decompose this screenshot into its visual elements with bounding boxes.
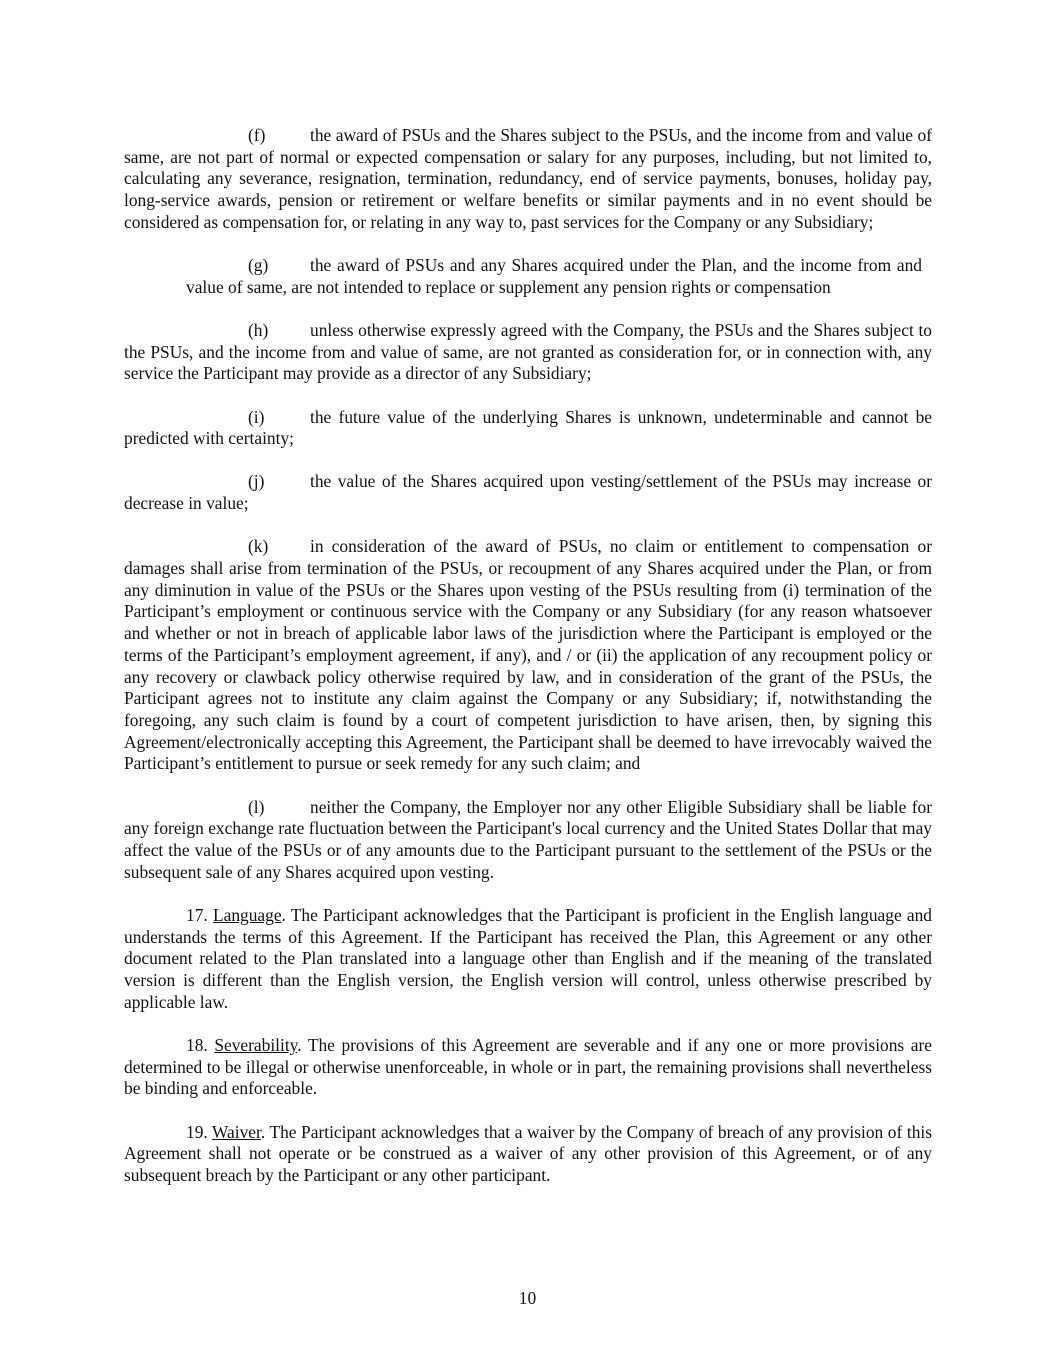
- clause-f: [124, 125, 932, 234]
- clause-i: [124, 407, 932, 450]
- clause-text: the value of the Shares acquired upon vesting/settlement of the PSUs may increase or decrease in value;: [124, 471, 932, 514]
- clause-l: [124, 797, 932, 884]
- clause-text: unless otherwise expressly agreed with the Company, the PSUs and the Shares subject to the PSUs, and the income from and value of same, are not granted as consideration for, or in connection with, any service the Participant may provide as a director of any Subsidiary;: [124, 319, 932, 384]
- clause-label: (f): [248, 125, 266, 145]
- clause-label: (h): [248, 319, 269, 340]
- section-text: . The Participant acknowledges that the Participant is proficient in the English language and understands the terms of this Agreement. If the Participant has received the Plan, this Agreement or any other document related to the Plan translated into a language other than English and if the meaning of the translated version is different than the English version, the English version will control, unless otherwise prescribed by applicable law.: [124, 904, 932, 1012]
- clause-text: the award of PSUs and the Shares subject to the PSUs, and the income from and value of same, are not part of normal or expected compensation or salary for any purposes, including, but not limited to, calculating any severance, resignation, termination, redundancy, end of service payments, bonuses, holiday pay, long-service awards, pension or retirement or welfare benefits or similar payments and in no event should be considered as compensation for, or relating in any way to, past services for the Company or any Subsidiary;: [124, 125, 932, 232]
- section-number: 17.: [186, 904, 208, 925]
- section-heading: Waiver: [212, 1121, 261, 1142]
- clause-h: [124, 320, 932, 385]
- clause-j: [124, 471, 932, 514]
- clause-label: (g): [248, 255, 269, 276]
- section-19-waiver: [124, 1122, 932, 1187]
- section-text: . The provisions of this Agreement are severable and if any one or more provisions are determined to be illegal or otherwise unenforceable, in whole or in part, the remaining provisions shall nevertheless be binding and enforceable.: [124, 1034, 932, 1099]
- clause-text: neither the Company, the Employer nor any other Eligible Subsidiary shall be liable for any foreign exchange rate fluctuation between the Participant's local currency and the United States Dollar that may affect the value of the PSUs or of any amounts due to the Participant pursuant to the settlement of the PSUs or the subsequent sale of any Shares acquired upon vesting.: [124, 796, 932, 882]
- section-number: 19.: [186, 1121, 208, 1142]
- clause-text: in consideration of the award of PSUs, no claim or entitlement to compensation or damages shall arise from termination of the PSUs, or recoupment of any Shares acquired under the Plan, or from any diminution in value of the PSUs or the Shares upon vesting of the PSUs resulting from (i) termination of the Participant’s employment or continuous service with the Company or any Subsidiary (for any reason whatsoever and whether or not in breach of applicable labor laws of the jurisdiction where the Participant is employed or the terms of the Participant’s employment agreement, if any), and / or (ii) the application of any recoupment policy or any recovery or clawback policy otherwise required by law, and in consideration of the grant of the PSUs, the Participant agrees not to institute any claim against the Company or any Subsidiary; if, notwithstanding the foregoing, any such claim is found by a court of competent jurisdiction to have arisen, then, by signing this Agreement/electronically accepting this Agreement, the Participant shall be deemed to have irrevocably waived the Participant’s entitlement to pursue or seek remedy for any such claim; and: [124, 536, 932, 774]
- section-number: 18.: [186, 1034, 208, 1055]
- document-page: [124, 125, 932, 1208]
- clause-label: (l): [248, 796, 265, 817]
- clause-text: the award of PSUs and any Shares acquired under the Plan, and the income from and value of same, are not intended to replace or supplement any pension rights or compensation: [186, 255, 922, 297]
- page-number: 10: [518, 1288, 537, 1308]
- clause-k: [124, 536, 932, 775]
- section-heading: Language: [212, 904, 282, 925]
- section-17-language: [124, 905, 932, 1014]
- clause-label: (j): [248, 471, 265, 492]
- clause-label: (k): [248, 536, 269, 557]
- section-text: . The Participant acknowledges that a waiver by the Company of breach of any provision of this Agreement shall not operate or be construed as a waiver of any other provision of this Agreement, or of any subsequent breach by the Participant or any other participant.: [124, 1121, 932, 1185]
- clause-text: the future value of the underlying Shares is unknown, undeterminable and cannot be predicted with certainty;: [124, 406, 932, 449]
- clause-label: (i): [248, 406, 265, 427]
- section-heading: Severability: [214, 1034, 298, 1055]
- section-18-severability: [124, 1035, 932, 1100]
- clause-g: [186, 255, 922, 298]
